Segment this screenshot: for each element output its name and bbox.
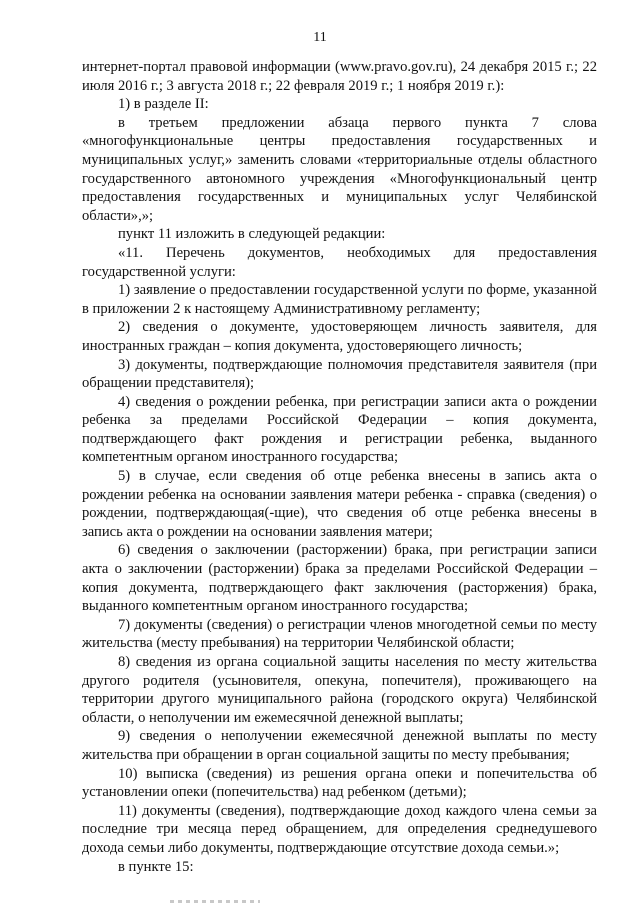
paragraph-section-ii: 1) в разделе II: (118, 96, 209, 113)
paragraph-point-11-heading: «11. Перечень документов, необходимых для предоставления государственной услуги: (82, 244, 597, 280)
list-item-10: 10) выписка (сведения) из решения органа опеки и попечительства об установлении опеки (попечительства) над ребенком (детьми); (82, 765, 597, 801)
paragraph-point-11-intro: пункт 11 изложить в следующей редакции: (118, 226, 386, 243)
paragraph-continuation: интернет-портал правовой информации (www.pravo.gov.ru), 24 декабря 2015 г.; 22 июля 2016 г.; 3 августа 2018 г.; 22 февраля 2019 г.; 1 ноября 2019 г.): (82, 59, 597, 94)
page-number: 11 (313, 30, 327, 45)
paragraph-amendment-point-7: в третьем предложении абзаца первого пункта 7 слова «многофункциональные центры предоставления государственных и муниципальных услуг,» заменить словами «территориальные отделы областного государственного автономного учреждения «Многофункциональный центр предоставления государственных и муниципальных услуг Челябинской области»,»; (82, 114, 597, 224)
list-item-6: 6) сведения о заключении (расторжении) брака, при регистрации записи акта о заключении (расторжении) брака за пределами Российской Федерации – копия документа, подтверждающего факт заключения (расторжения) брака, выданного компетентным органом иностранного государства; (82, 542, 597, 615)
list-item-1: 1) заявление о предоставлении государственной услуги по форме, указанной в приложении 2 к настоящему Административному регламенту; (82, 282, 597, 317)
list-item-5: 5) в случае, если сведения об отце ребенка внесены в запись акта о рождении ребенка на основании заявления матери ребенка - справка (сведения) о рождении, подтверждающая(-щие), что сведения об отце ребенка внесены в запись акта о рождении на основании заявления матери; (82, 468, 597, 540)
list-item-3: 3) документы, подтверждающие полномочия представителя заявителя (при обращении представителя); (82, 356, 597, 392)
list-item-4: 4) сведения о рождении ребенка, при регистрации записи акта о рождении ребенка за пределами Российской Федерации – копия документа, подтверждающего факт рождения и регистрации ребенка, выданного компетентным органом иностранного государства; (82, 393, 597, 466)
list-item-9: 9) сведения о неполучении ежемесячной денежной выплаты по месту жительства при обращении в орган социальной защиты по месту пребывания; (82, 728, 597, 763)
paragraph-point-15: в пункте 15: (118, 858, 194, 875)
list-item-11: 11) документы (сведения), подтверждающие доход каждого члена семьи за последние три месяца перед обращением, для определения среднедушевого дохода семьи либо документы, подтверждающие отсутствие дохода семьи.»; (82, 802, 597, 856)
document-body (82, 58, 597, 876)
scan-edge-mark (170, 900, 260, 903)
list-item-7: 7) документы (сведения) о регистрации членов многодетной семьи по месту жительства (месту пребывания) на территории Челябинской области; (82, 616, 597, 652)
list-item-2: 2) сведения о документе, удостоверяющем личность заявителя, для иностранных граждан – копия документа, удостоверяющего личность; (82, 319, 597, 354)
list-item-8: 8) сведения из органа социальной защиты населения по месту жительства другого родителя (усыновителя, опекуна, попечителя), проживающего на территории другого муниципального района (городского округа) Челябинской области, о неполучении им ежемесячной денежной выплаты; (82, 654, 597, 726)
